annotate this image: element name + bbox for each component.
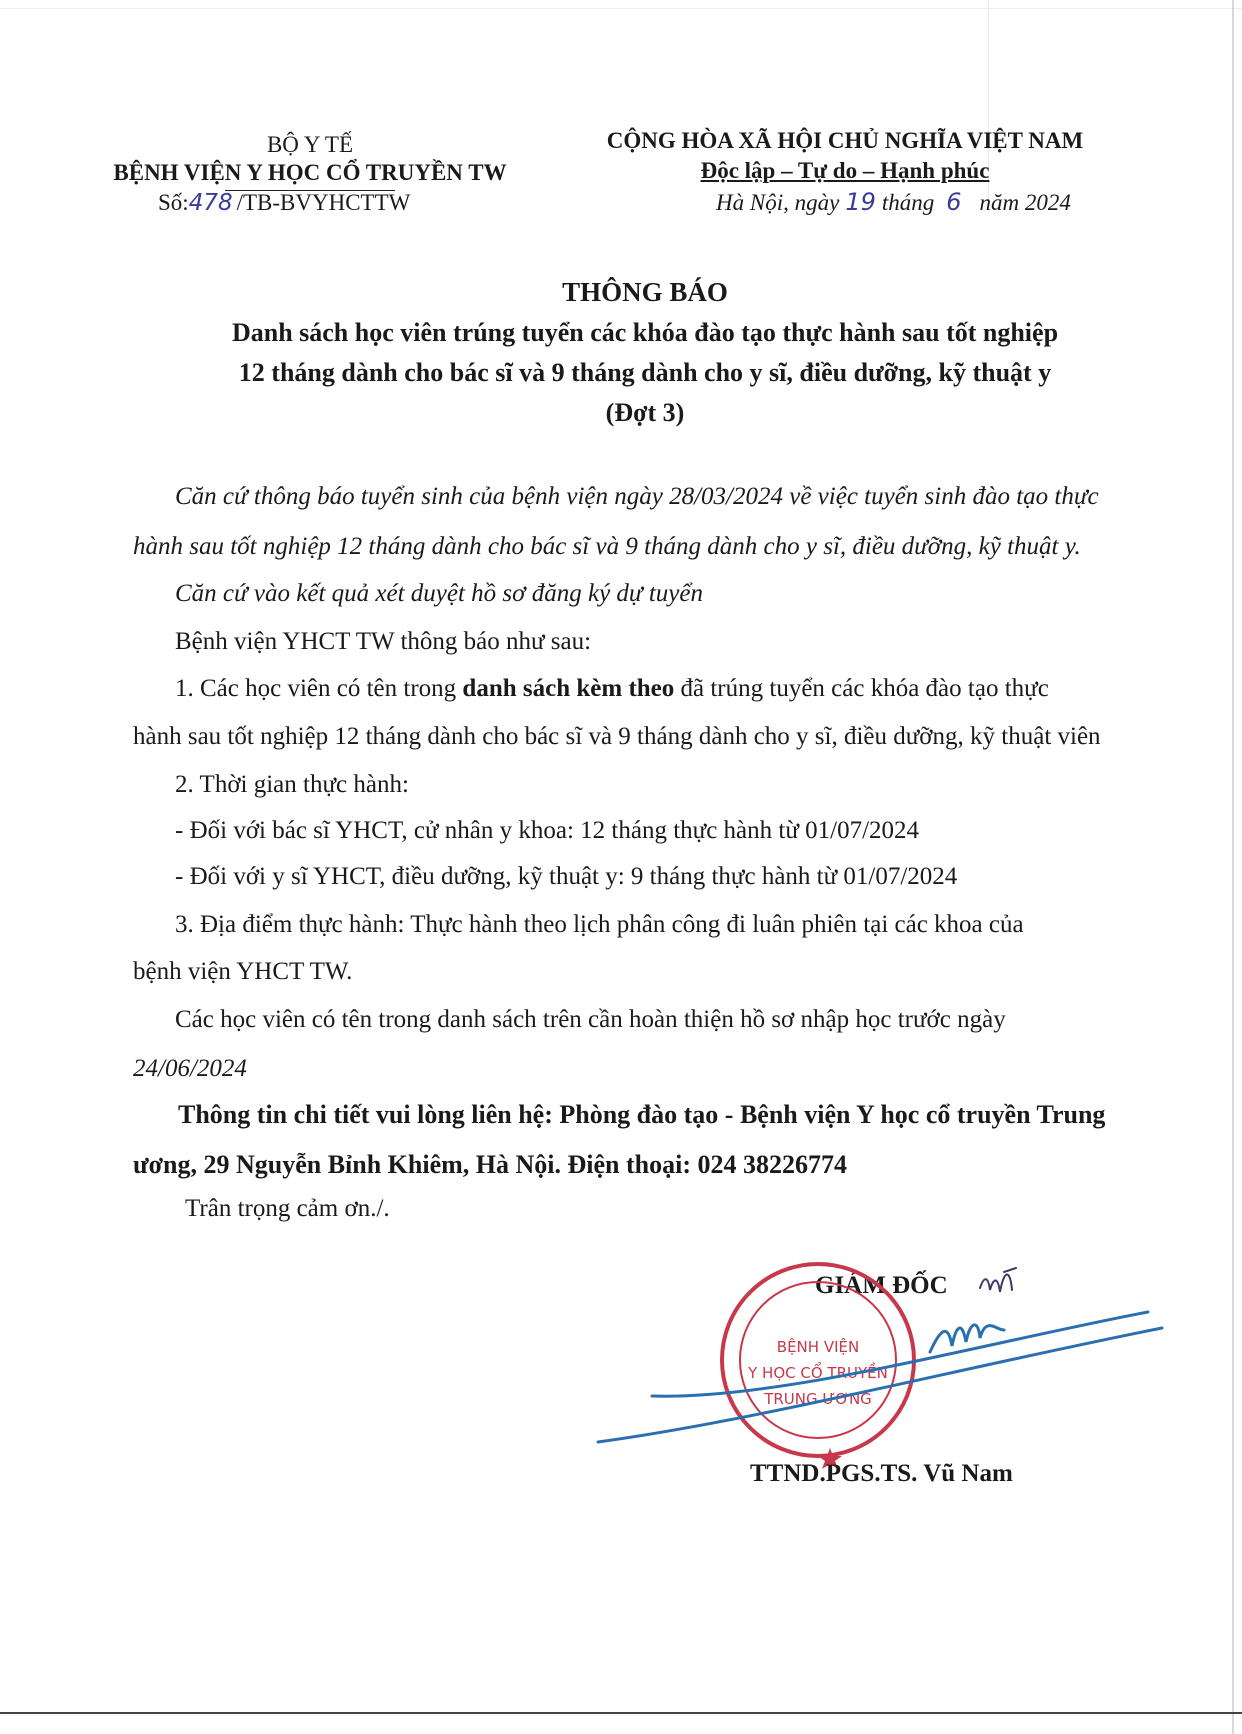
document-number-handwritten: 478 xyxy=(188,190,233,216)
basis-1-line-1: Căn cứ thông báo tuyển sinh của bệnh viện ngày 28/03/2024 về việc tuyển sinh đào tạo thực xyxy=(175,483,1099,510)
seal-text-2: Y HỌC CỔ TRUYỀN xyxy=(748,1364,888,1382)
signer-position: GIÁM ĐỐC xyxy=(815,1272,948,1299)
closing-line: Trân trọng cảm ơn./. xyxy=(185,1195,390,1222)
country-name: CỘNG HÒA XÃ HỘI CHỦ NGHĨA VIỆT NAM xyxy=(606,128,1084,153)
item-1-pre: 1. Các học viên có tên trong xyxy=(175,675,463,702)
item-1-line-2: hành sau tốt nghiệp 12 tháng dành cho bác sĩ và 9 tháng dành cho y sĩ, điều dưỡng, kỹ thuật viên xyxy=(133,723,1101,750)
document-heading: THÔNG BÁO xyxy=(562,277,728,307)
item-2: 2. Thời gian thực hành: xyxy=(175,771,409,798)
item-2-a: - Đối với bác sĩ YHCT, cử nhân y khoa: 12 tháng thực hành từ 01/07/2024 xyxy=(175,817,920,844)
deadline-line-1: Các học viên có tên trong danh sách trên cần hoàn thiện hồ sơ nhập học trước ngày xyxy=(175,1006,1006,1033)
contact-line-2: ương, 29 Nguyễn Bỉnh Khiêm, Hà Nội. Điện thoại: 024 38226774 xyxy=(133,1150,848,1179)
item-3-line-1: 3. Địa điểm thực hành: Thực hành theo lịch phân công đi luân phiên tại các khoa của xyxy=(175,911,1024,938)
seal-text-3: TRUNG ƯƠNG xyxy=(764,1390,872,1408)
hospital-name-text: BỆNH VIỆN Y HỌC CỔ TRUYỀN TW xyxy=(113,160,507,185)
title-line-2: 12 tháng dành cho bác sĩ và 9 tháng dành cho y sĩ, điều dưỡng, kỹ thuật y xyxy=(238,358,1052,387)
national-motto-text: Độc lập – Tự do – Hạnh phúc xyxy=(700,158,990,183)
announcement-intro: Bệnh viện YHCT TW thông báo như sau: xyxy=(175,628,592,655)
date-month-handwritten: 6 xyxy=(946,188,962,216)
title-line-3: (Đợt 3) xyxy=(605,398,685,427)
deadline-line-2: 24/06/2024 xyxy=(133,1055,247,1082)
date-year: năm 2024 xyxy=(979,190,1071,215)
basis-2: Căn cứ vào kết quả xét duyệt hồ sơ đăng ký dự tuyển xyxy=(175,580,703,607)
item-3-line-2: bệnh viện YHCT TW. xyxy=(133,958,353,985)
item-1-post: đã trúng tuyển các khóa đào tạo thực xyxy=(674,675,1049,702)
item-2-b: - Đối với y sĩ YHCT, điều dưỡng, kỹ thuật y: 9 tháng thực hành từ 01/07/2024 xyxy=(175,863,958,890)
signer-name: TTND.PGS.TS. Vũ Nam xyxy=(750,1460,1013,1487)
page-bottom-edge xyxy=(0,1712,1242,1714)
ministry-name: BỘ Y TẾ xyxy=(266,132,354,157)
title-line-1: Danh sách học viên trúng tuyển các khóa đào tạo thực hành sau tốt nghiệp xyxy=(231,318,1059,347)
date-day-handwritten: 19 xyxy=(845,188,876,216)
document-number-suffix: /TB-BVYHCTTW xyxy=(236,190,411,215)
signature-initials xyxy=(980,1268,1016,1292)
basis-1-line-2: hành sau tốt nghiệp 12 tháng dành cho bác sĩ và 9 tháng dành cho y sĩ, điều dưỡng, kỹ thuật y. xyxy=(133,533,1081,560)
contact-line-1: Thông tin chi tiết vui lòng liên hệ: Phòng đào tạo - Bệnh viện Y học cổ truyền Trung xyxy=(178,1100,1106,1129)
seal-text-1: BỆNH VIỆN xyxy=(776,1338,860,1356)
document-number-prefix: Số: xyxy=(158,190,189,215)
date-prefix: Hà Nội, ngày xyxy=(716,190,840,215)
date-month-label: tháng xyxy=(881,190,935,215)
item-1-bold: danh sách kèm theo xyxy=(462,675,675,702)
